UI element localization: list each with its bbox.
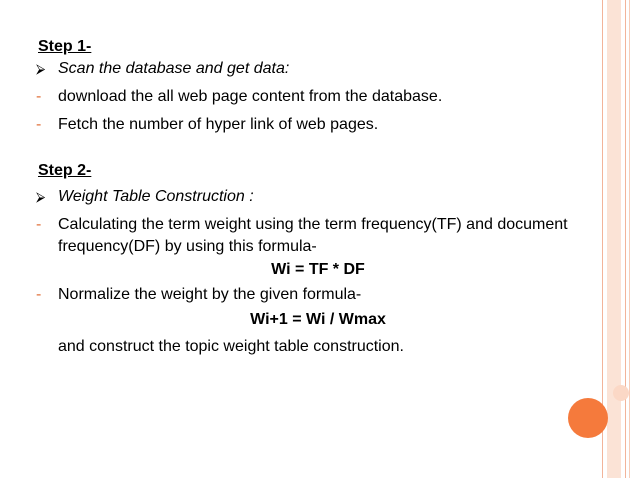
closing-text: and construct the topic weight table construction. bbox=[58, 338, 404, 355]
arrow-bullet-icon: ⮚ bbox=[36, 61, 46, 76]
list-item bbox=[38, 214, 598, 258]
step2-arrow-text: Weight Table Construction : bbox=[58, 188, 254, 205]
step1-dash-text: Fetch the number of hyper link of web pages. bbox=[58, 116, 379, 133]
step2-dash-text: Normalize the weight by the given formula- bbox=[58, 286, 362, 303]
step1-heading: Step 1- bbox=[38, 38, 92, 55]
step2-dash-text: Calculating the term weight using the term frequency(TF) and document frequency(DF) by using this formula- bbox=[58, 216, 568, 255]
decorative-stripe bbox=[625, 0, 626, 478]
dash-bullet-icon: - bbox=[36, 216, 42, 233]
slide-body bbox=[38, 36, 598, 358]
list-item bbox=[38, 284, 598, 306]
decorative-stripe bbox=[607, 0, 621, 478]
decorative-stripe bbox=[629, 0, 630, 478]
list-item bbox=[38, 58, 598, 80]
list-item bbox=[38, 86, 598, 108]
step1-arrow-text: Scan the database and get data: bbox=[58, 60, 290, 77]
dash-bullet-icon: - bbox=[36, 116, 42, 133]
formula-weight: Wi = TF * DF bbox=[271, 261, 365, 278]
arrow-bullet-icon: ⮚ bbox=[36, 189, 46, 204]
dash-bullet-icon: - bbox=[36, 286, 42, 303]
decorative-circle-orange bbox=[568, 398, 608, 438]
decorative-circle-small bbox=[613, 385, 629, 401]
list-item bbox=[38, 114, 598, 136]
step1-dash-text: download the all web page content from the database. bbox=[58, 88, 443, 105]
list-item bbox=[38, 186, 598, 208]
step2-heading: Step 2- bbox=[38, 162, 92, 179]
formula-normalize: Wi+1 = Wi / Wmax bbox=[250, 311, 386, 328]
dash-bullet-icon: - bbox=[36, 88, 42, 105]
